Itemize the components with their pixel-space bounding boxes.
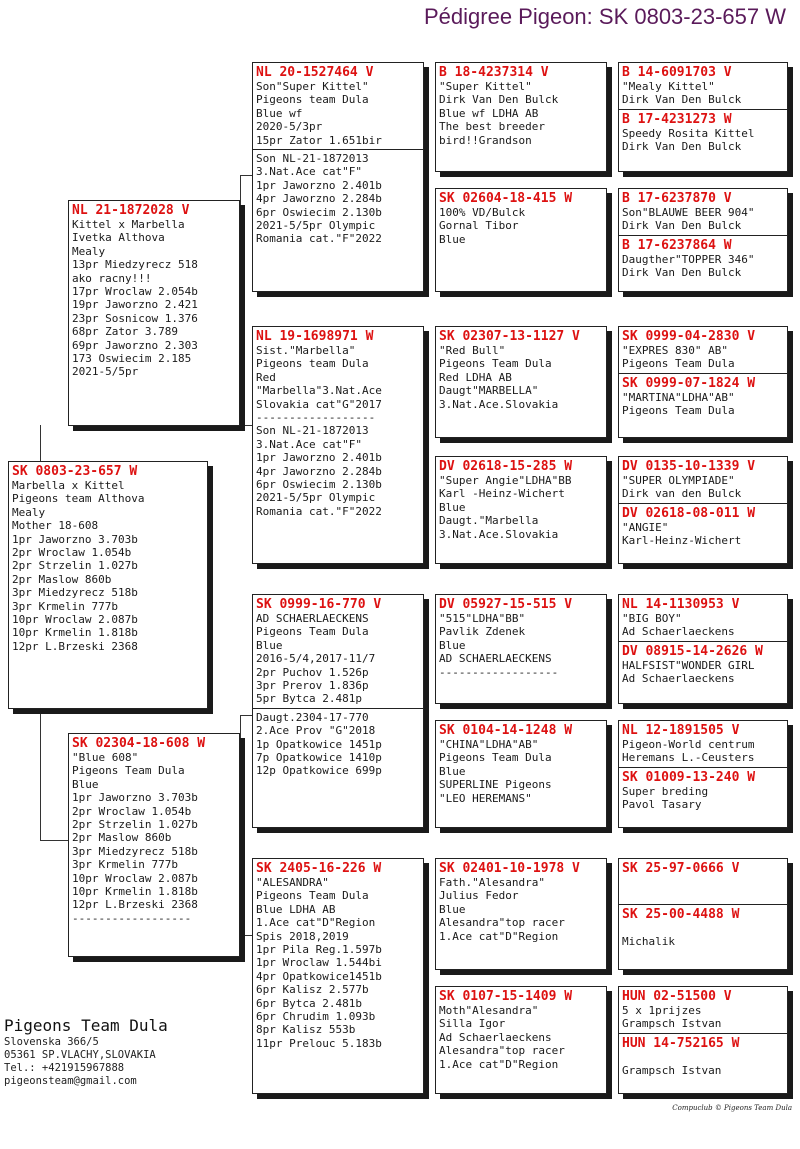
connector-line xyxy=(240,175,241,425)
ring-number: B 17-4231273 W xyxy=(622,111,732,127)
pedigree-line: ------------------ xyxy=(72,911,192,925)
pedigree-line: Speedy Rosita Kittel xyxy=(622,126,755,140)
pedigree-line: Pigeons team Althova xyxy=(12,492,145,506)
pedigree-line: Son NL-21-1872013 xyxy=(256,152,369,166)
pedigree-line: 2pr Maslow 860b xyxy=(72,831,172,845)
pedigree-line: 2pr Maslow 860b xyxy=(12,572,112,586)
pedigree-line: 1pr Jaworzno 3.703b xyxy=(72,791,198,805)
pedigree-line: 2pr Strzelin 1.027b xyxy=(12,559,138,573)
pedigree-line: 15pr Zator 1.651bir xyxy=(256,133,382,147)
ring-number: HUN 14-752165 W xyxy=(622,1035,740,1051)
pedigree-line: Ad Schaerlaeckens xyxy=(622,672,735,686)
ring-number: B 17-6237864 W xyxy=(622,237,732,253)
pedigree-line: Pigeons Team Dula xyxy=(439,751,552,765)
pedigree-line: Marbella x Kittel xyxy=(12,479,125,492)
ring-number: SK 2405-16-226 W xyxy=(256,861,382,876)
pigeon-details xyxy=(622,1004,784,1031)
pedigree-line: 12pr L.Brzeski 2368 xyxy=(72,898,198,912)
pedigree-line: 17pr Wroclaw 2.054b xyxy=(72,285,198,299)
pigeon-details xyxy=(72,751,236,925)
pedigree-line: Dirk Van Den Bulck xyxy=(439,93,559,107)
pedigree-line: Karl-Heinz-Wichert xyxy=(622,534,742,548)
pedigree-line: 2021-5/5pr Olympic xyxy=(256,219,376,233)
pedigree-line: Spis 2018,2019 xyxy=(256,929,349,943)
pigeon-details xyxy=(439,876,603,943)
pedigree-line: 68pr Zator 3.789 xyxy=(72,325,178,339)
pigeon-details xyxy=(72,218,236,379)
pedigree-line: ------------------ xyxy=(256,411,376,425)
connector-line xyxy=(40,425,41,461)
pedigree-line: 2.Ace Prov "G"2018 xyxy=(256,724,376,738)
pedigree-line: Blue xyxy=(439,638,466,652)
pedigree-line: 3.Nat.Ace.Slovakia xyxy=(439,527,559,541)
pedigree-line: 3pr Prerov 1.836p xyxy=(256,679,369,693)
pedigree-line: 10pr Krmelin 1.818b xyxy=(72,885,198,899)
pedigree-line: Alesandra"top racer xyxy=(439,916,565,930)
ring-number: NL 19-1698971 W xyxy=(256,329,374,344)
pedigree-line: Romania cat."F"2022 xyxy=(256,504,382,518)
ring-number: B 18-4237314 V xyxy=(439,65,549,80)
pedigree-line: 2021-5/5pr Olympic xyxy=(256,491,376,505)
pedigree-line: 8pr Kalisz 553b xyxy=(256,1023,356,1037)
pigeon-details xyxy=(622,785,784,812)
pedigree-line: Michalik xyxy=(622,935,675,949)
pedigree-line: Fath."Alesandra" xyxy=(439,876,545,889)
pigeon-details xyxy=(439,738,603,805)
pedigree-line: SUPERLINE Pigeons xyxy=(439,778,552,792)
pigeon-details xyxy=(439,1004,603,1071)
pigeon-card-grandparent[interactable] xyxy=(252,326,424,564)
pedigree-line: Sist."Marbella" xyxy=(256,344,356,357)
pigeon-card-great-grandparent[interactable] xyxy=(435,62,607,172)
pedigree-line: 7p Opatkowice 1410p xyxy=(256,751,382,765)
pedigree-line: Gornal Tibor xyxy=(439,219,519,233)
pedigree-line: 5pr Bytca 2.481p xyxy=(256,692,362,706)
pedigree-line: 173 Oswiecim 2.185 xyxy=(72,352,192,366)
pedigree-line: 2pr Wroclaw 1.054b xyxy=(12,546,132,560)
pigeon-details xyxy=(622,127,784,154)
pigeon-card-subject[interactable] xyxy=(8,461,208,709)
pedigree-line: 1p Opatkowice 1451p xyxy=(256,737,382,751)
pigeon-card-mother[interactable] xyxy=(68,733,240,957)
pedigree-line: 1.Ace cat"D"Region xyxy=(439,929,559,943)
pedigree-line: Pigeons Team Dula xyxy=(256,625,369,639)
section-divider xyxy=(619,1033,787,1034)
owner-info xyxy=(4,1016,168,1088)
pigeon-card-father[interactable] xyxy=(68,200,240,426)
pigeon-details xyxy=(622,521,784,548)
pedigree-line: 19pr Jaworzno 2.421 xyxy=(72,298,198,312)
pedigree-line: "LEO HEREMANS" xyxy=(439,791,532,805)
ring-number: SK 25-97-0666 V xyxy=(622,861,740,876)
pigeon-card-great-grandparent[interactable] xyxy=(435,858,607,970)
ring-number: NL 21-1872028 V xyxy=(72,203,190,218)
pedigree-line: 10pr Wroclaw 2.087b xyxy=(72,871,198,885)
pigeon-card-great-grandparent[interactable] xyxy=(435,326,607,438)
pigeon-card-grandparent[interactable] xyxy=(252,858,424,1094)
pedigree-line: 1pr Jaworzno 2.401b xyxy=(256,451,382,465)
pedigree-line: "EXPRES 830" AB" xyxy=(622,344,728,357)
pigeon-card-grandparent[interactable] xyxy=(252,594,424,828)
pedigree-line: 12pr L.Brzeski 2368 xyxy=(12,639,138,653)
pigeon-card-great-grandparent[interactable] xyxy=(435,986,607,1094)
pedigree-line: Son"Super Kittel" xyxy=(256,80,369,93)
pedigree-line: 2020-5/3pr xyxy=(256,120,323,134)
pedigree-line: Pigeons Team Dula xyxy=(72,764,185,778)
pedigree-line: Pigeons team Dula xyxy=(256,93,369,107)
pedigree-line: AD SCHAERLAECKENS xyxy=(439,652,552,666)
pedigree-line: 1.Ace cat"D"Region xyxy=(256,916,376,930)
pigeon-details-extra xyxy=(256,424,420,518)
section-divider xyxy=(619,767,787,768)
pedigree-line: Karl -Heinz-Wichert xyxy=(439,487,565,501)
section-divider xyxy=(619,904,787,905)
ring-number: B 14-6091703 V xyxy=(622,65,732,80)
pedigree-line: "Marbella"3.Nat.Ace xyxy=(256,384,382,398)
pedigree-line: 4pr Opatkowice1451b xyxy=(256,969,382,983)
pigeon-details-extra xyxy=(256,152,420,246)
pedigree-line: Blue xyxy=(439,764,466,778)
pedigree-line: Pigeons team Dula xyxy=(256,357,369,371)
pigeon-details xyxy=(622,80,784,107)
pigeon-card-great-grandparent[interactable] xyxy=(435,456,607,564)
pedigree-line: 3pr Krmelin 777b xyxy=(72,858,178,872)
ring-number: SK 0803-23-657 W xyxy=(12,464,138,479)
pigeon-details xyxy=(256,612,420,706)
connector-line xyxy=(240,715,252,716)
pedigree-line: "515"LDHA"BB" xyxy=(439,612,526,625)
pigeon-details xyxy=(439,80,603,147)
pedigree-line: 11pr Prelouc 5.183b xyxy=(256,1036,382,1050)
pedigree-line: Red LDHA AB xyxy=(439,370,512,384)
pedigree-line: Heremans L.-Ceusters xyxy=(622,751,755,765)
ring-number: SK 0104-14-1248 W xyxy=(439,723,573,738)
pedigree-line: "MARTINA"LDHA"AB" xyxy=(622,390,735,404)
pedigree-line: Daugt."Marbella xyxy=(439,514,539,528)
pigeon-card-gg-grandparent-pair[interactable] xyxy=(618,720,788,828)
section-divider xyxy=(619,109,787,110)
pedigree-line: The best breeder xyxy=(439,120,545,134)
pedigree-line: "Blue 608" xyxy=(72,751,139,764)
pedigree-line: Ad Schaerlaeckens xyxy=(622,625,735,639)
pedigree-line: Daugther"TOPPER 346" xyxy=(622,252,755,266)
owner-name: Pigeons Team Dula xyxy=(4,1016,168,1035)
pedigree-line: Blue xyxy=(439,500,466,514)
pedigree-line: Blue xyxy=(439,232,466,246)
pedigree-line: 69pr Jaworzno 2.303 xyxy=(72,338,198,352)
pedigree-line: 2016-5/4,2017-11/7 xyxy=(256,652,376,666)
pedigree-line: Blue wf xyxy=(256,106,303,120)
pedigree-line: Ad Schaerlaeckens xyxy=(439,1030,552,1044)
pedigree-line: Dirk Van Den Bulck xyxy=(622,219,742,233)
pedigree-line: "ALESANDRA" xyxy=(256,876,329,889)
ring-number: NL 20-1527464 V xyxy=(256,65,374,80)
pedigree-line: Mealy xyxy=(72,244,106,258)
pigeon-card-gg-grandparent-pair[interactable] xyxy=(618,858,788,970)
pedigree-line: "Red Bull" xyxy=(439,344,506,357)
pedigree-line: Daugt"MARBELLA" xyxy=(439,384,539,398)
section-divider xyxy=(619,503,787,504)
ring-number: DV 05927-15-515 V xyxy=(439,597,573,612)
pedigree-line xyxy=(622,922,784,935)
pedigree-line: AD SCHAERLAECKENS xyxy=(256,612,369,625)
pigeon-details xyxy=(622,206,784,233)
connector-line xyxy=(40,710,41,840)
ring-number: SK 0107-15-1409 W xyxy=(439,989,573,1004)
pedigree-line: 1pr Wroclaw 1.544bi xyxy=(256,956,382,970)
pedigree-line: Son"BLAUWE BEER 904" xyxy=(622,206,755,219)
ring-number: SK 02604-18-415 W xyxy=(439,191,573,206)
pedigree-line: 6pr Oswiecim 2.130b xyxy=(256,205,382,219)
owner-phone: Tel.: +421915967888 xyxy=(4,1062,125,1074)
pigeon-details xyxy=(256,344,420,424)
pedigree-line: Blue wf LDHA AB xyxy=(439,106,539,120)
pedigree-line: Blue LDHA AB xyxy=(256,902,336,916)
pedigree-line: 2pr Wroclaw 1.054b xyxy=(72,804,192,818)
ring-number: DV 02618-08-011 W xyxy=(622,505,756,521)
pedigree-line: Pigeons Team Dula xyxy=(256,889,369,903)
pigeon-card-gg-grandparent-pair[interactable] xyxy=(618,594,788,704)
pedigree-line: 3.Nat.Ace.Slovakia xyxy=(439,397,559,411)
pedigree-line: 6pr Chrudim 1.093b xyxy=(256,1010,376,1024)
pedigree-line: Dirk van den Bulck xyxy=(622,487,742,501)
pedigree-line: 100% VD/Bulck xyxy=(439,206,526,219)
ring-number: B 17-6237870 V xyxy=(622,191,732,206)
pigeon-details xyxy=(256,80,420,147)
pedigree-line: Dirk Van Den Bulck xyxy=(622,140,742,154)
pedigree-line: Pigeons Team Dula xyxy=(622,404,735,418)
pigeon-details xyxy=(439,344,603,411)
pedigree-line: Blue xyxy=(439,902,466,916)
ring-number: NL 12-1891505 V xyxy=(622,723,740,738)
pedigree-line: 4pr Jaworzno 2.284b xyxy=(256,464,382,478)
section-divider xyxy=(253,708,423,709)
pedigree-line: 10pr Krmelin 1.818b xyxy=(12,626,138,640)
connector-line xyxy=(240,935,252,936)
pedigree-line: "CHINA"LDHA"AB" xyxy=(439,738,539,751)
pedigree-line: 13pr Miedzyrecz 518 xyxy=(72,258,198,272)
pigeon-details xyxy=(439,474,603,541)
pedigree-line: 2pr Strzelin 1.027b xyxy=(72,818,198,832)
pedigree-line: 3.Nat.Ace cat"F" xyxy=(256,437,362,451)
section-divider xyxy=(619,373,787,374)
pedigree-line: Red xyxy=(256,370,276,384)
pigeon-details xyxy=(622,612,784,639)
pigeon-card-gg-grandparent-pair[interactable] xyxy=(618,456,788,564)
pedigree-line: 2pr Puchov 1.526p xyxy=(256,665,369,679)
ring-number: SK 25-00-4488 W xyxy=(622,907,740,922)
owner-email[interactable]: pigeonsteam@gmail.com xyxy=(4,1075,137,1087)
connector-line xyxy=(240,175,252,176)
pigeon-card-gg-grandparent-pair[interactable] xyxy=(618,326,788,438)
section-divider xyxy=(619,641,787,642)
ring-number: SK 02307-13-1127 V xyxy=(439,329,580,344)
pigeon-details xyxy=(439,612,603,679)
pedigree-line: Pigeons Team Dula xyxy=(439,357,552,371)
pigeon-details xyxy=(439,206,603,246)
pigeon-details xyxy=(622,391,784,418)
pedigree-line: "BIG BOY" xyxy=(622,612,682,625)
pedigree-line: Pavol Tasary xyxy=(622,798,702,812)
ring-number: SK 02304-18-608 W xyxy=(72,736,206,751)
pedigree-line xyxy=(622,1051,784,1064)
pedigree-line: 1pr Jaworzno 2.401b xyxy=(256,178,382,192)
pedigree-line: "Mealy Kittel" xyxy=(622,80,715,93)
pigeon-details-extra xyxy=(256,711,420,778)
pedigree-line: 1.Ace cat"D"Region xyxy=(439,1057,559,1071)
connector-line xyxy=(240,715,241,935)
pedigree-line: Silla Igor xyxy=(439,1017,506,1031)
pedigree-line: Slovakia cat"G"2017 xyxy=(256,397,382,411)
ring-number: SK 0999-16-770 V xyxy=(256,597,382,612)
section-divider xyxy=(619,235,787,236)
pigeon-card-grandparent[interactable] xyxy=(252,62,424,292)
pedigree-line: Blue xyxy=(256,638,283,652)
pigeon-card-great-grandparent[interactable] xyxy=(435,720,607,828)
section-divider xyxy=(253,149,423,150)
pedigree-line: "Super Angie"LDHA"BB xyxy=(439,474,572,487)
pedigree-line: Mother 18-608 xyxy=(12,519,99,533)
pigeon-card-great-grandparent[interactable] xyxy=(435,594,607,704)
pedigree-line: HALFSIST"WONDER GIRL xyxy=(622,658,755,672)
pigeon-details xyxy=(256,876,420,1050)
pigeon-details xyxy=(622,1051,784,1078)
pedigree-line: 1pr Jaworzno 3.703b xyxy=(12,532,138,546)
pedigree-line: 2021-5/5pr xyxy=(72,365,139,379)
pedigree-line: ------------------ xyxy=(439,665,559,679)
pigeon-details xyxy=(622,738,784,765)
ring-number: SK 01009-13-240 W xyxy=(622,769,756,785)
pigeon-card-great-grandparent[interactable] xyxy=(435,188,607,292)
pigeon-details xyxy=(12,479,204,653)
pigeon-card-gg-grandparent-pair[interactable] xyxy=(618,62,788,172)
pedigree-line: Son NL-21-1872013 xyxy=(256,424,369,438)
pedigree-line: Pigeons Team Dula xyxy=(622,357,735,371)
pigeon-details xyxy=(622,659,784,686)
pedigree-line: Romania cat."F"2022 xyxy=(256,232,382,246)
pedigree-line: "Super Kittel" xyxy=(439,80,532,93)
connector-line xyxy=(40,840,68,841)
pigeon-details xyxy=(622,876,784,902)
pedigree-line: 10pr Wroclaw 2.087b xyxy=(12,613,138,627)
ring-number: DV 02618-15-285 W xyxy=(439,459,573,474)
pedigree-line: Mealy xyxy=(12,505,46,519)
pigeon-card-gg-grandparent-pair[interactable] xyxy=(618,188,788,292)
ring-number: DV 08915-14-2626 W xyxy=(622,643,763,659)
pigeon-card-gg-grandparent-pair[interactable] xyxy=(618,986,788,1094)
pedigree-line: 1pr Pila Reg.1.597b xyxy=(256,943,382,957)
pedigree-line: Pavlik Zdenek xyxy=(439,625,526,639)
pedigree-line: 6pr Bytca 2.481b xyxy=(256,996,362,1010)
pedigree-line: 6pr Kalisz 2.577b xyxy=(256,983,369,997)
pedigree-title: Pédigree Pigeon: SK 0803-23-657 W xyxy=(423,4,786,29)
pedigree-line: Pigeon-World centrum xyxy=(622,738,755,751)
pedigree-line: bird!!Grandson xyxy=(439,133,532,147)
pedigree-line: Julius Fedor xyxy=(439,889,519,903)
owner-address-line: 05361 SP.VLACHY,SLOVAKIA xyxy=(4,1049,156,1061)
pedigree-line: Super breding xyxy=(622,784,709,798)
pedigree-line: Ivetka Althova xyxy=(72,231,165,245)
ring-number: SK 0999-04-2830 V xyxy=(622,329,756,344)
pigeon-details xyxy=(622,922,784,949)
pedigree-line: Daugt.2304-17-770 xyxy=(256,710,369,724)
connector-line xyxy=(240,425,252,426)
ring-number: HUN 02-51500 V xyxy=(622,989,732,1004)
pedigree-line: 5 x 1prijzes xyxy=(622,1004,702,1017)
pedigree-line: 3pr Miedzyrecz 518b xyxy=(72,844,198,858)
pedigree-line: Moth"Alesandra" xyxy=(439,1004,539,1017)
pigeon-details xyxy=(622,344,784,371)
pedigree-line: Dirk Van Den Bulck xyxy=(622,266,742,280)
pedigree-line: 6pr Oswiecim 2.130b xyxy=(256,478,382,492)
ring-number: SK 0999-07-1824 W xyxy=(622,375,756,391)
pedigree-line: Kittel x Marbella xyxy=(72,218,185,231)
pedigree-line: "ANGIE" xyxy=(622,520,669,534)
software-credit: Compuclub © Pigeons Team Dula xyxy=(672,1104,792,1112)
pedigree-line: "SUPER OLYMPIADE" xyxy=(622,474,735,487)
pedigree-line: Alesandra"top racer xyxy=(439,1044,565,1058)
pedigree-line: Grampsch Istvan xyxy=(622,1017,722,1031)
pedigree-line: Dirk Van Den Bulck xyxy=(622,93,742,107)
ring-number: DV 0135-10-1339 V xyxy=(622,459,756,474)
pedigree-line: 4pr Jaworzno 2.284b xyxy=(256,192,382,206)
pedigree-line: 3.Nat.Ace cat"F" xyxy=(256,165,362,179)
pedigree-line: 12p Opatkowice 699p xyxy=(256,764,382,778)
pedigree-line: Grampsch Istvan xyxy=(622,1064,722,1078)
owner-address-line: Slovenska 366/5 xyxy=(4,1036,99,1048)
ring-number: NL 14-1130953 V xyxy=(622,597,740,612)
pedigree-line: 3pr Miedzyrecz 518b xyxy=(12,586,138,600)
pedigree-line: 3pr Krmelin 777b xyxy=(12,599,118,613)
pigeon-details xyxy=(622,474,784,501)
pedigree-line: Blue xyxy=(72,777,99,791)
pedigree-line: ako racny!!! xyxy=(72,271,152,285)
pigeon-details xyxy=(622,253,784,280)
ring-number: SK 02401-10-1978 V xyxy=(439,861,580,876)
pedigree-line: 23pr Sosnicow 1.376 xyxy=(72,311,198,325)
